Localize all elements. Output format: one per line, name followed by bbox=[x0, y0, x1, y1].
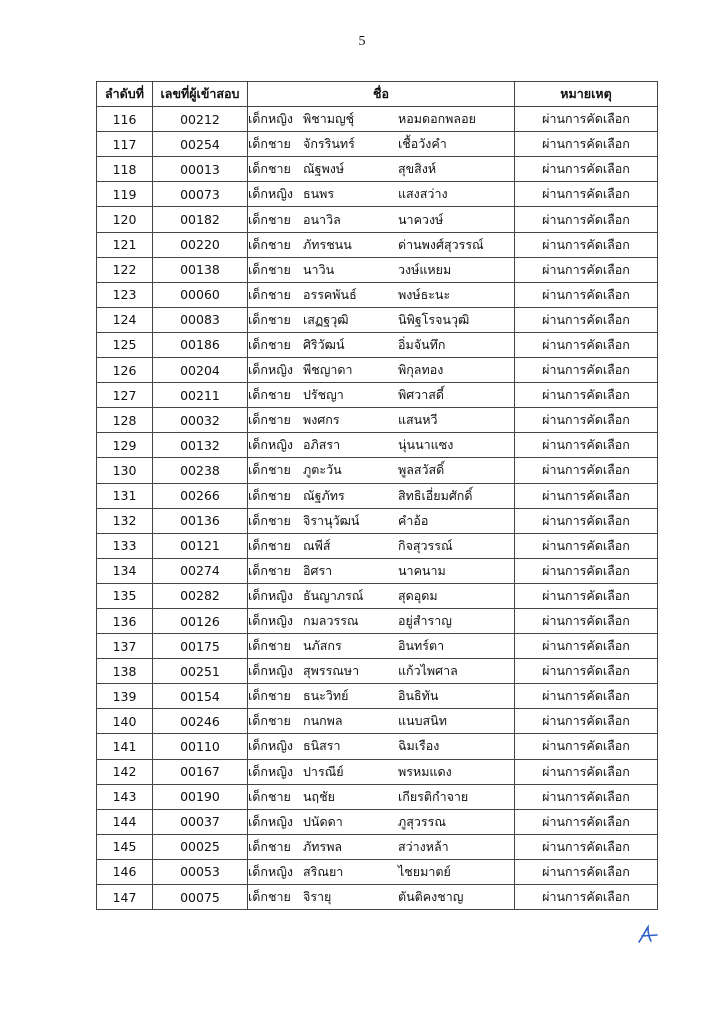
row-last-name: สิทธิเอี่ยมศักดิ์ bbox=[398, 487, 473, 503]
row-order: 139 bbox=[97, 684, 153, 709]
row-first-name: อิศรา bbox=[303, 562, 333, 578]
row-title: เด็กชาย bbox=[248, 487, 291, 503]
row-last-name: พรหมแดง bbox=[398, 763, 452, 779]
row-order: 118 bbox=[97, 157, 153, 182]
row-remark: ผ่านการคัดเลือก bbox=[515, 809, 658, 834]
row-first-name: อนาวิล bbox=[303, 211, 341, 227]
row-title: เด็กหญิง bbox=[248, 763, 293, 779]
row-first-name: จิรายุ bbox=[303, 889, 332, 905]
row-first-name: จิรานุวัฒน์ bbox=[303, 512, 360, 528]
row-first-name: พิชามญชุ์ bbox=[303, 111, 355, 127]
results-table bbox=[96, 81, 658, 910]
row-remark: ผ่านการคัดเลือก bbox=[515, 207, 658, 232]
row-first-name: จักรรินทร์ bbox=[303, 136, 355, 152]
row-order: 131 bbox=[97, 483, 153, 508]
row-title: เด็กชาย bbox=[248, 311, 291, 327]
row-first-name: ปรัชญา bbox=[303, 387, 344, 403]
row-last-name: ภูสุวรรณ bbox=[398, 813, 446, 829]
row-remark: ผ่านการคัดเลือก bbox=[515, 759, 658, 784]
row-remark: ผ่านการคัดเลือก bbox=[515, 684, 658, 709]
row-name bbox=[248, 307, 515, 332]
row-title: เด็กชาย bbox=[248, 788, 291, 804]
table-row bbox=[97, 558, 658, 583]
row-remark: ผ่านการคัดเลือก bbox=[515, 583, 658, 608]
row-remark: ผ่านการคัดเลือก bbox=[515, 257, 658, 282]
row-title: เด็กหญิง bbox=[248, 613, 293, 629]
row-name bbox=[248, 634, 515, 659]
row-title: เด็กหญิง bbox=[248, 362, 293, 378]
row-name bbox=[248, 207, 515, 232]
row-last-name: กิจสุวรรณ์ bbox=[398, 537, 453, 553]
row-title: เด็กชาย bbox=[248, 236, 291, 252]
table-row bbox=[97, 332, 658, 357]
row-name bbox=[248, 659, 515, 684]
row-candidate-id: 00204 bbox=[153, 358, 248, 383]
row-title: เด็กหญิง bbox=[248, 587, 293, 603]
row-remark: ผ่านการคัดเลือก bbox=[515, 282, 658, 307]
table-row bbox=[97, 383, 658, 408]
row-candidate-id: 00238 bbox=[153, 458, 248, 483]
row-remark: ผ่านการคัดเลือก bbox=[515, 885, 658, 910]
row-remark: ผ่านการคัดเลือก bbox=[515, 232, 658, 257]
row-first-name: นภัสกร bbox=[303, 638, 342, 654]
row-first-name: พีชญาดา bbox=[303, 362, 353, 378]
row-candidate-id: 00266 bbox=[153, 483, 248, 508]
row-candidate-id: 00013 bbox=[153, 157, 248, 182]
row-remark: ผ่านการคัดเลือก bbox=[515, 383, 658, 408]
row-last-name: อิ่มจันทึก bbox=[398, 336, 446, 352]
header-name: ชื่อ bbox=[248, 82, 515, 107]
table-row bbox=[97, 759, 658, 784]
row-order: 120 bbox=[97, 207, 153, 232]
row-candidate-id: 00126 bbox=[153, 608, 248, 633]
row-name bbox=[248, 533, 515, 558]
row-title: เด็กชาย bbox=[248, 512, 291, 528]
row-remark: ผ่านการคัดเลือก bbox=[515, 458, 658, 483]
row-remark: ผ่านการคัดเลือก bbox=[515, 558, 658, 583]
header-candidate-id: เลขที่ผู้เข้าสอบ bbox=[153, 82, 248, 107]
row-title: เด็กหญิง bbox=[248, 738, 293, 754]
row-last-name: อินธิทัน bbox=[398, 688, 439, 704]
row-name bbox=[248, 684, 515, 709]
row-last-name: ไชยมาตย์ bbox=[398, 863, 451, 879]
row-first-name: เสฏฐวุฒิ bbox=[303, 311, 349, 327]
row-order: 146 bbox=[97, 859, 153, 884]
row-title: เด็กชาย bbox=[248, 412, 291, 428]
row-title: เด็กชาย bbox=[248, 838, 291, 854]
row-remark: ผ่านการคัดเลือก bbox=[515, 307, 658, 332]
header-remark: หมายเหตุ bbox=[515, 82, 658, 107]
row-name bbox=[248, 734, 515, 759]
row-candidate-id: 00186 bbox=[153, 332, 248, 357]
row-remark: ผ่านการคัดเลือก bbox=[515, 182, 658, 207]
row-order: 145 bbox=[97, 834, 153, 859]
table-row bbox=[97, 784, 658, 809]
row-remark: ผ่านการคัดเลือก bbox=[515, 408, 658, 433]
row-remark: ผ่านการคัดเลือก bbox=[515, 533, 658, 558]
row-name bbox=[248, 784, 515, 809]
row-title: เด็กชาย bbox=[248, 462, 291, 478]
row-candidate-id: 00175 bbox=[153, 634, 248, 659]
row-candidate-id: 00075 bbox=[153, 885, 248, 910]
row-candidate-id: 00032 bbox=[153, 408, 248, 433]
table-row bbox=[97, 734, 658, 759]
row-order: 123 bbox=[97, 282, 153, 307]
row-name bbox=[248, 558, 515, 583]
row-order: 133 bbox=[97, 533, 153, 558]
table-header-row bbox=[97, 82, 658, 107]
row-first-name: ณพีส์ bbox=[303, 537, 331, 553]
row-candidate-id: 00025 bbox=[153, 834, 248, 859]
row-candidate-id: 00254 bbox=[153, 132, 248, 157]
row-remark: ผ่านการคัดเลือก bbox=[515, 709, 658, 734]
row-candidate-id: 00154 bbox=[153, 684, 248, 709]
row-last-name: แก้วไพศาล bbox=[398, 663, 458, 679]
row-order: 130 bbox=[97, 458, 153, 483]
table-body bbox=[97, 107, 658, 910]
row-candidate-id: 00037 bbox=[153, 809, 248, 834]
row-title: เด็กหญิง bbox=[248, 186, 293, 202]
row-last-name: ฉิมเรือง bbox=[398, 738, 440, 754]
table-row bbox=[97, 885, 658, 910]
row-candidate-id: 00121 bbox=[153, 533, 248, 558]
row-order: 117 bbox=[97, 132, 153, 157]
row-title: เด็กชาย bbox=[248, 336, 291, 352]
row-title: เด็กหญิง bbox=[248, 663, 293, 679]
row-order: 122 bbox=[97, 257, 153, 282]
row-order: 124 bbox=[97, 307, 153, 332]
row-first-name: ภัทรพล bbox=[303, 838, 343, 854]
row-name bbox=[248, 759, 515, 784]
row-last-name: นาควงษ์ bbox=[398, 211, 444, 227]
row-remark: ผ่านการคัดเลือก bbox=[515, 107, 658, 132]
row-title: เด็กหญิง bbox=[248, 813, 293, 829]
row-order: 147 bbox=[97, 885, 153, 910]
row-first-name: อภิสรา bbox=[303, 437, 341, 453]
table-row bbox=[97, 483, 658, 508]
row-remark: ผ่านการคัดเลือก bbox=[515, 157, 658, 182]
row-name bbox=[248, 859, 515, 884]
row-candidate-id: 00053 bbox=[153, 859, 248, 884]
row-first-name: นาวิน bbox=[303, 261, 335, 277]
row-title: เด็กชาย bbox=[248, 638, 291, 654]
row-last-name: เชื้อวังคำ bbox=[398, 136, 447, 152]
row-candidate-id: 00211 bbox=[153, 383, 248, 408]
row-name bbox=[248, 182, 515, 207]
table-row bbox=[97, 608, 658, 633]
row-order: 143 bbox=[97, 784, 153, 809]
row-name bbox=[248, 583, 515, 608]
row-order: 121 bbox=[97, 232, 153, 257]
row-last-name: อินทร์ตา bbox=[398, 638, 445, 654]
row-order: 134 bbox=[97, 558, 153, 583]
table-row bbox=[97, 583, 658, 608]
table-row bbox=[97, 433, 658, 458]
row-remark: ผ่านการคัดเลือก bbox=[515, 433, 658, 458]
row-candidate-id: 00274 bbox=[153, 558, 248, 583]
row-order: 125 bbox=[97, 332, 153, 357]
row-title: เด็กชาย bbox=[248, 688, 291, 704]
row-first-name: สุพรรณษา bbox=[303, 663, 360, 679]
row-last-name: ด่านพงศ์สุวรรณ์ bbox=[398, 236, 484, 252]
row-order: 127 bbox=[97, 383, 153, 408]
row-first-name: ปารณีย์ bbox=[303, 763, 344, 779]
table-row bbox=[97, 659, 658, 684]
row-order: 137 bbox=[97, 634, 153, 659]
row-first-name: กมลวรรณ bbox=[303, 613, 359, 629]
row-first-name: กนกพล bbox=[303, 713, 343, 729]
table-row bbox=[97, 157, 658, 182]
row-candidate-id: 00220 bbox=[153, 232, 248, 257]
row-first-name: ณัฐพงษ์ bbox=[303, 161, 345, 177]
table-row bbox=[97, 107, 658, 132]
row-last-name: นาคนาม bbox=[398, 562, 446, 578]
row-name bbox=[248, 332, 515, 357]
row-title: เด็กชาย bbox=[248, 136, 291, 152]
row-name bbox=[248, 257, 515, 282]
row-last-name: วงษ์แหยม bbox=[398, 261, 452, 277]
row-last-name: หอมดอกพลอย bbox=[398, 111, 476, 127]
row-order: 141 bbox=[97, 734, 153, 759]
row-candidate-id: 00060 bbox=[153, 282, 248, 307]
row-title: เด็กชาย bbox=[248, 713, 291, 729]
row-last-name: สุขสิงห์ bbox=[398, 161, 437, 177]
row-title: เด็กชาย bbox=[248, 562, 291, 578]
row-last-name: นิพิฐโรจนวุฒิ bbox=[398, 311, 470, 327]
row-first-name: นฤชัย bbox=[303, 788, 335, 804]
row-last-name: พิกุลทอง bbox=[398, 362, 444, 378]
row-candidate-id: 00167 bbox=[153, 759, 248, 784]
row-name bbox=[248, 433, 515, 458]
row-order: 119 bbox=[97, 182, 153, 207]
row-order: 136 bbox=[97, 608, 153, 633]
row-first-name: ศิริวัฒน์ bbox=[303, 336, 345, 352]
row-title: เด็กชาย bbox=[248, 161, 291, 177]
row-title: เด็กชาย bbox=[248, 537, 291, 553]
row-order: 132 bbox=[97, 508, 153, 533]
row-title: เด็กชาย bbox=[248, 889, 291, 905]
row-last-name: สุดอุดม bbox=[398, 587, 438, 603]
row-candidate-id: 00282 bbox=[153, 583, 248, 608]
row-name bbox=[248, 282, 515, 307]
table-row bbox=[97, 232, 658, 257]
row-first-name: ธันญาภรณ์ bbox=[303, 587, 364, 603]
row-title: เด็กชาย bbox=[248, 387, 291, 403]
row-title: เด็กหญิง bbox=[248, 863, 293, 879]
table-row bbox=[97, 182, 658, 207]
row-remark: ผ่านการคัดเลือก bbox=[515, 834, 658, 859]
row-first-name: ณัฐภัทร bbox=[303, 487, 345, 503]
row-last-name: แสงสว่าง bbox=[398, 186, 448, 202]
row-remark: ผ่านการคัดเลือก bbox=[515, 859, 658, 884]
row-order: 142 bbox=[97, 759, 153, 784]
table-row bbox=[97, 709, 658, 734]
row-first-name: ธนะวิทย์ bbox=[303, 688, 349, 704]
row-last-name: สว่างหล้า bbox=[398, 838, 449, 854]
row-candidate-id: 00190 bbox=[153, 784, 248, 809]
row-name bbox=[248, 483, 515, 508]
row-remark: ผ่านการคัดเลือก bbox=[515, 608, 658, 633]
table-row bbox=[97, 207, 658, 232]
row-remark: ผ่านการคัดเลือก bbox=[515, 784, 658, 809]
row-last-name: ตันติคงชาญ bbox=[398, 889, 464, 905]
row-name bbox=[248, 809, 515, 834]
row-candidate-id: 00246 bbox=[153, 709, 248, 734]
row-title: เด็กหญิง bbox=[248, 111, 293, 127]
row-name bbox=[248, 508, 515, 533]
row-first-name: ปนัดดา bbox=[303, 813, 343, 829]
table-row bbox=[97, 307, 658, 332]
row-order: 128 bbox=[97, 408, 153, 433]
row-last-name: พงษ์ธะนะ bbox=[398, 286, 451, 302]
row-name bbox=[248, 834, 515, 859]
row-last-name: อยู่สำราญ bbox=[398, 613, 452, 629]
row-order: 138 bbox=[97, 659, 153, 684]
row-title: เด็กหญิง bbox=[248, 437, 293, 453]
row-remark: ผ่านการคัดเลือก bbox=[515, 634, 658, 659]
row-remark: ผ่านการคัดเลือก bbox=[515, 508, 658, 533]
row-name bbox=[248, 132, 515, 157]
row-order: 129 bbox=[97, 433, 153, 458]
row-candidate-id: 00083 bbox=[153, 307, 248, 332]
row-name bbox=[248, 608, 515, 633]
row-title: เด็กชาย bbox=[248, 211, 291, 227]
page-number: 5 bbox=[358, 34, 366, 49]
row-first-name: สริณยา bbox=[303, 863, 344, 879]
row-title: เด็กชาย bbox=[248, 261, 291, 277]
row-order: 135 bbox=[97, 583, 153, 608]
row-last-name: พิศวาสดี์ bbox=[398, 387, 444, 403]
row-candidate-id: 00110 bbox=[153, 734, 248, 759]
table-row bbox=[97, 358, 658, 383]
row-last-name: คำอ้อ bbox=[398, 512, 429, 528]
table-row bbox=[97, 834, 658, 859]
row-name bbox=[248, 408, 515, 433]
row-order: 126 bbox=[97, 358, 153, 383]
row-name bbox=[248, 107, 515, 132]
row-name bbox=[248, 358, 515, 383]
row-candidate-id: 00136 bbox=[153, 508, 248, 533]
table-row bbox=[97, 282, 658, 307]
row-order: 140 bbox=[97, 709, 153, 734]
row-order: 144 bbox=[97, 809, 153, 834]
table-row bbox=[97, 533, 658, 558]
row-candidate-id: 00182 bbox=[153, 207, 248, 232]
row-first-name: พงศกร bbox=[303, 412, 340, 428]
row-last-name: พูลสวัสดิ์ bbox=[398, 462, 445, 478]
table-row bbox=[97, 684, 658, 709]
row-candidate-id: 00212 bbox=[153, 107, 248, 132]
row-last-name: เกียรติกำจาย bbox=[398, 788, 469, 804]
row-name bbox=[248, 458, 515, 483]
table-row bbox=[97, 458, 658, 483]
row-name bbox=[248, 232, 515, 257]
row-last-name: แสนหวี bbox=[398, 412, 438, 428]
row-name bbox=[248, 709, 515, 734]
table-row bbox=[97, 634, 658, 659]
row-name bbox=[248, 157, 515, 182]
table-row bbox=[97, 408, 658, 433]
row-first-name: ธนิสรา bbox=[303, 738, 341, 754]
row-title: เด็กชาย bbox=[248, 286, 291, 302]
table-row bbox=[97, 132, 658, 157]
row-name bbox=[248, 383, 515, 408]
table-row bbox=[97, 809, 658, 834]
header-order: ลำดับที่ bbox=[97, 82, 153, 107]
row-remark: ผ่านการคัดเลือก bbox=[515, 483, 658, 508]
row-name bbox=[248, 885, 515, 910]
row-first-name: ภัทรชนน bbox=[303, 236, 352, 252]
row-first-name: ธนพร bbox=[303, 186, 335, 202]
row-last-name: นุ่นนาแซง bbox=[398, 437, 454, 453]
row-remark: ผ่านการคัดเลือก bbox=[515, 734, 658, 759]
row-candidate-id: 00138 bbox=[153, 257, 248, 282]
table-row bbox=[97, 508, 658, 533]
row-order: 116 bbox=[97, 107, 153, 132]
row-candidate-id: 00251 bbox=[153, 659, 248, 684]
row-first-name: ภูตะวัน bbox=[303, 462, 342, 478]
table-row bbox=[97, 859, 658, 884]
table-row bbox=[97, 257, 658, 282]
row-first-name: อรรคพันธ์ bbox=[303, 286, 357, 302]
signature-mark bbox=[636, 924, 660, 946]
row-remark: ผ่านการคัดเลือก bbox=[515, 358, 658, 383]
row-remark: ผ่านการคัดเลือก bbox=[515, 332, 658, 357]
row-candidate-id: 00132 bbox=[153, 433, 248, 458]
row-last-name: แนบสนิท bbox=[398, 713, 447, 729]
row-candidate-id: 00073 bbox=[153, 182, 248, 207]
row-remark: ผ่านการคัดเลือก bbox=[515, 132, 658, 157]
row-remark: ผ่านการคัดเลือก bbox=[515, 659, 658, 684]
